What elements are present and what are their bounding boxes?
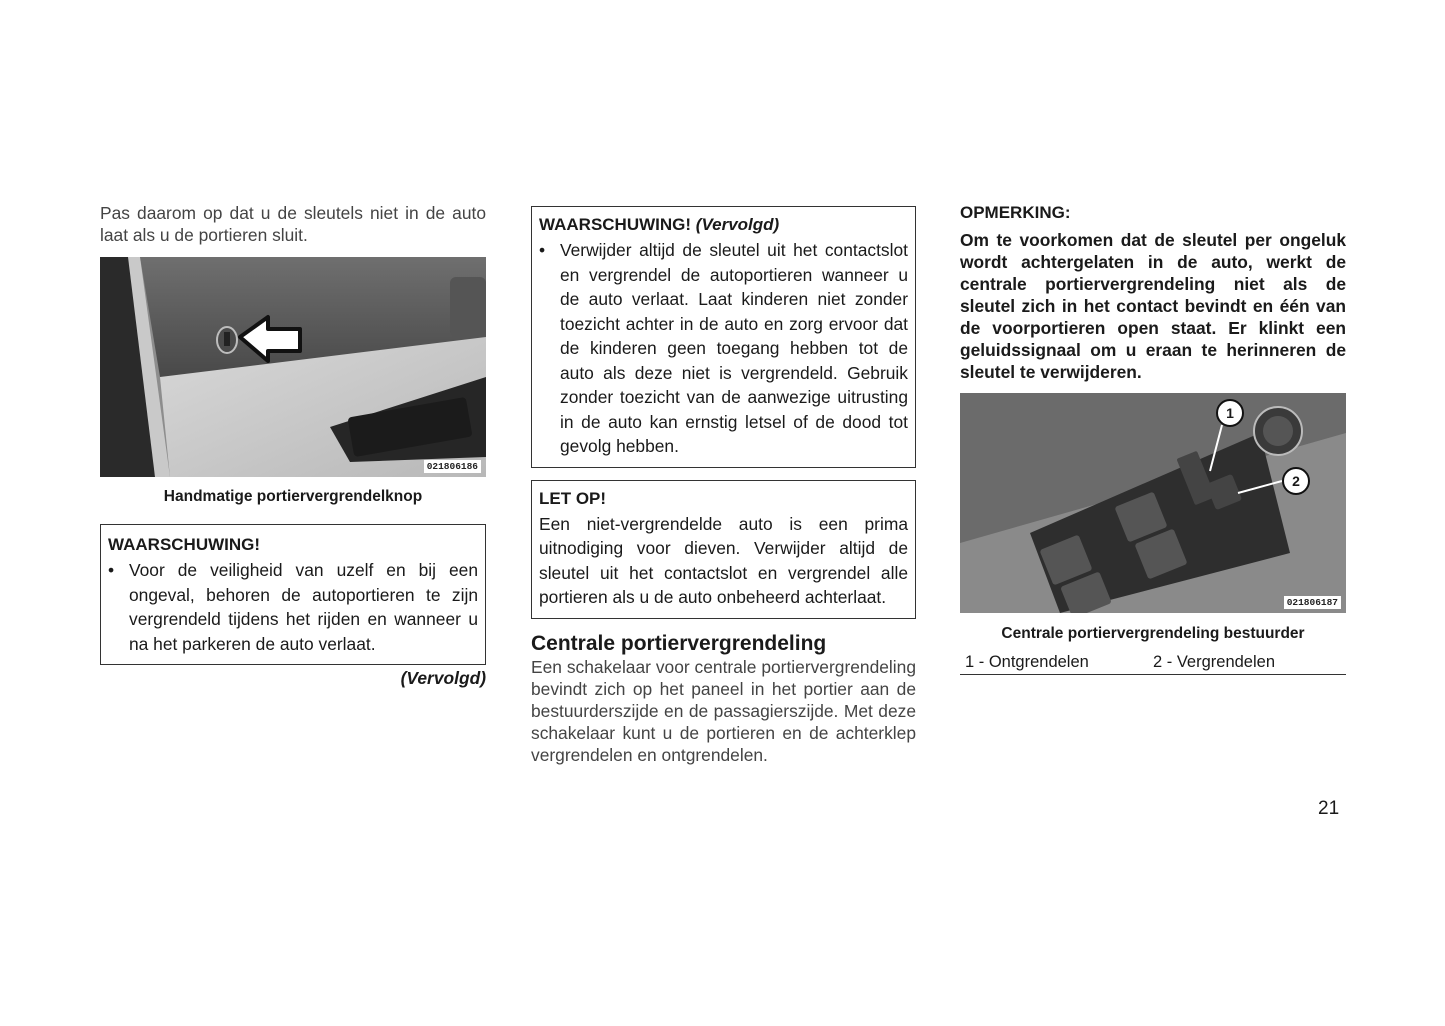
warning-continued-title [539,214,908,236]
warning-title-text: WAARSCHUWING! [539,215,692,234]
warning-continued-bullet [539,238,908,459]
callout-1-badge: 1 [1216,399,1244,427]
door-lock-knob-illustration [100,257,486,477]
column-right [960,202,1346,675]
legend-item-unlock: 1 - Ontgrendelen [965,653,1089,671]
caution-box [531,480,916,619]
figure-legend [960,653,1346,675]
figure-caption: Handmatige portiervergrendelknop [163,488,423,505]
door-lock-knob-figure [100,257,486,477]
column-middle [531,206,916,766]
bullet-icon: • [108,560,115,580]
bullet-icon: • [539,240,546,260]
warning-continued-text: Verwijder altijd de sleutel uit het contactslot en vergrendel de autoportieren wanneer u de auto verlaat. Laat kinderen niet zonder toezicht achter in de auto en zorg ervoor dat de kinderen geen toegang hebben tot de auto als deze niet is vergrendeld. Gebruik zonder toezicht van de aanwezige uitrusting in de auto kan ernstig letsel of de dood tot gevolg hebben. [560,240,908,456]
figure-caption: Centrale portiervergrendeling bestuurder [1001,625,1305,642]
section-heading: Centrale portiervergrendeling [531,631,827,655]
figure-tag: 021806186 [424,460,481,473]
central-lock-switch-figure [960,393,1346,613]
warning-title: WAARSCHUWING! [108,535,261,554]
note-title: OPMERKING: [960,203,1071,222]
figure-tag: 021806187 [1284,596,1341,609]
central-lock-switch-illustration [960,393,1346,613]
intro-paragraph: Pas daarom op dat u de sleutels niet in de auto laat als u de portieren sluit. [100,203,486,245]
warning-title-suffix: (Vervolgd) [695,215,780,234]
warning-bullet-text: Voor de veiligheid van uzelf en bij een ongeval, behoren de autoportieren te zijn vergrendeld tijdens het rijden en wanneer u na het parkeren de auto verlaat. [129,560,478,654]
warning-continued-box [531,206,916,468]
section-body: Een schakelaar voor centrale portiervergrendeling bevindt zich op het paneel in het portier aan de bestuurderszijde en de passagierszijde. Met deze schakelaar kunt u de portieren en de achterklep vergrendelen en ontgrendelen. [531,656,916,765]
page-number: 21 [1318,798,1340,819]
legend-item-lock: 2 - Vergrendelen [1153,653,1276,671]
caution-title: LET OP! [539,488,607,508]
warning-bullet [108,558,478,656]
note-body: Om te voorkomen dat de sleutel per ongeluk wordt achtergelaten in de auto, werkt de centrale portiervergrendeling niet als de sleutel zich in het contact bevindt en één van de voorportieren open staat. Er klinkt een geluidssignaal om u eraan te herinneren de sleutel te verwijderen. [960,230,1346,382]
warning-box [100,524,486,665]
column-left [100,202,486,689]
caution-body: Een niet-vergrendelde auto is een prima uitnodiging voor dieven. Verwijder altijd de sleutel uit het contactslot en vergrendel alle portieren als u de auto onbeheerd achterlaat. [539,513,908,607]
continued-label: (Vervolgd) [400,668,486,688]
callout-2-badge: 2 [1282,467,1310,495]
